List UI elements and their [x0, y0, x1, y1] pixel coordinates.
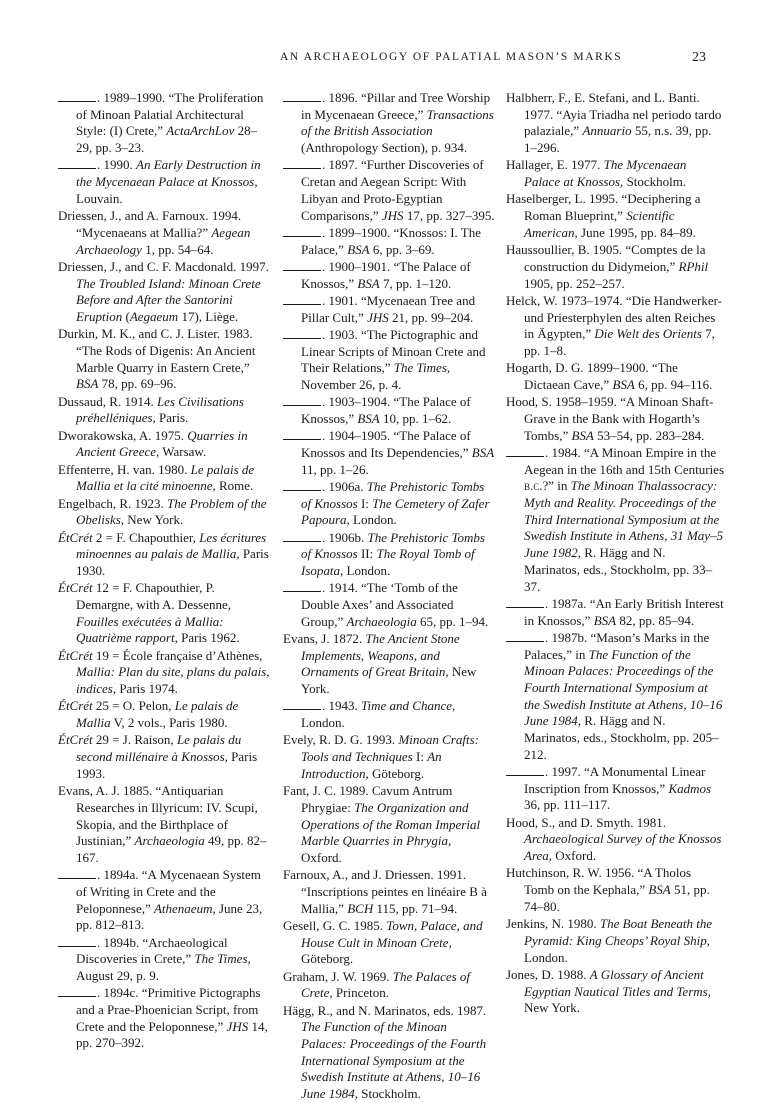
entry-text: . 1903. “The Pictographic and Linear Scripts of Minoan Crete and Their Relations,” [301, 326, 486, 376]
entry-text: b.c. [524, 478, 543, 494]
entry-text: Hallager, E. 1977. [506, 157, 604, 173]
bibliography-entry [283, 428, 495, 478]
entry-text: 28–29, pp. 3–23. [76, 123, 258, 156]
entry-text: 82, pp. 85–94. [616, 612, 695, 628]
bibliography-entry [283, 698, 495, 731]
italic-title: Archaeologia [346, 613, 417, 629]
italic-title: BSA [357, 275, 380, 291]
entry-text: June 1995, pp. 84–89. [577, 224, 696, 240]
bibliography-entry [283, 327, 495, 394]
italic-title: The Minoan Thalassocracy: Myth and Reality. Proceedings of the Third International Symposium at the Swedish Institute in Athens, 31 May–5 June 1982, [524, 478, 724, 561]
entry-text: Oxford. [301, 849, 342, 865]
bibliography-entry [58, 326, 270, 393]
entry-text: II: [357, 546, 377, 562]
bibliography-entry [283, 225, 495, 258]
repeated-author-dash [283, 231, 321, 237]
entry-text: . 1906a. [322, 478, 367, 494]
italic-title: Die Welt des Orients [594, 326, 702, 342]
entry-text: . 1906b. [322, 529, 368, 545]
entry-text: 21, pp. 99–204. [388, 309, 474, 325]
bibliography-entry [283, 631, 495, 698]
entry-text: 17), Liège. [178, 308, 239, 324]
bibliography-entry [283, 580, 495, 630]
entry-text: 115, pp. 71–94. [373, 900, 458, 916]
repeated-author-dash [283, 333, 321, 339]
bibliography-entry [58, 90, 270, 157]
entry-text: Driessen, J., and A. Farnoux. 1994. “Mycenaeans at Mallia?” [58, 208, 242, 240]
bibliography-entry [58, 208, 270, 258]
entry-text: Paris 1993. [76, 749, 258, 781]
repeated-author-dash [58, 163, 96, 169]
italic-title: The Boat Beneath the Pyramid: King Cheops’ Royal Ship, [524, 916, 713, 948]
bibliography-entry [506, 596, 724, 629]
entry-text: Paris 1962. [177, 630, 240, 646]
entry-text: . 1894b. “Archaeological Discoveries in Crete,” [76, 934, 228, 967]
italic-title: JHS [381, 207, 404, 223]
italic-title: ÉtCrét [58, 580, 93, 596]
bibliography-entry [58, 783, 270, 867]
italic-title: ÉtCrét [58, 698, 93, 714]
italic-title: Annuario [582, 123, 632, 139]
entry-text: 36, pp. 111–117. [524, 797, 611, 813]
entry-text: Jones, D. 1988. [506, 966, 590, 982]
italic-title: The Prehistoric Tombs of Knossos [301, 478, 485, 511]
repeated-author-dash [283, 434, 321, 440]
italic-title: ActaArchLov [166, 123, 235, 139]
entry-text: Jenkins, N. 1980. [506, 916, 600, 932]
italic-title: Time and Chance, [361, 698, 456, 714]
entry-text: 11, pp. 1–26. [301, 461, 369, 477]
italic-title: The Prehistoric Tombs of Knossos [301, 529, 485, 562]
repeated-author-dash [506, 770, 544, 776]
entry-text: 1, pp. 54–64. [141, 241, 214, 257]
entry-text: R. Hägg and N. Marinatos, eds., Stockholm, pp. 33–37. [524, 545, 713, 594]
italic-title: BCH [347, 900, 374, 916]
bibliography-entry [58, 259, 270, 326]
repeated-author-dash [58, 941, 96, 947]
bibliography-entry [506, 242, 724, 292]
entry-text: 6, pp. 3–69. [369, 241, 435, 257]
repeated-author-dash [283, 96, 321, 102]
italic-title: BSA [593, 612, 617, 628]
entry-text: 29 = J. Raison, [92, 732, 177, 748]
entry-text: . 1987b. “Mason’s Marks in the Palaces,” in [524, 629, 710, 662]
bibliography-entry [506, 394, 724, 444]
bibliography-entry [58, 428, 270, 461]
italic-title: Archaeological Survey of the Knossos Area, [524, 831, 722, 864]
entry-text: 25 = O. Pelon, [92, 698, 175, 714]
bibliography-entry [283, 530, 495, 580]
entry-text: . 1914. “The ‘Tomb of the Double Axes’ and Associated Group,” [301, 580, 458, 629]
bibliography-entry [506, 445, 724, 595]
entry-text: Driessen, J., and C. F. Macdonald. 1997. [58, 258, 269, 274]
bibliography-entry [58, 732, 270, 782]
entry-text: London. [349, 512, 397, 528]
entry-text: Hogarth, D. G. 1899–1900. “The Dictaean Cave,” [506, 360, 678, 392]
italic-title: JHS [226, 1018, 249, 1034]
bibliography-entry [58, 867, 270, 934]
italic-title: The Times, [194, 951, 251, 967]
bibliography-entry [283, 783, 495, 867]
bibliography-entry [506, 916, 724, 966]
italic-title: RPhil [678, 258, 709, 274]
entry-text: Göteborg. [368, 765, 425, 781]
bibliography-entry [506, 293, 724, 360]
bibliography-entry [283, 394, 495, 427]
italic-title: The Mycenaean Palace at Knossos, [524, 157, 687, 190]
italic-title: The Royal Tomb of Isopata, [301, 546, 475, 579]
entry-text: Effenterre, H. van. 1980. [58, 461, 191, 477]
entry-text: Graham, J. W. 1969. [283, 968, 393, 984]
entry-text: London. [343, 563, 391, 579]
italic-title: The Function of the Minoan Palaces: Proceedings of the Fourth International Symposium at the Swedish Institute at Athens, 10–16 June 1984, [301, 1019, 487, 1102]
bibliography-entry [506, 967, 724, 1017]
repeated-author-dash [283, 163, 321, 169]
entry-text: V, 2 vols., Paris 1980. [110, 715, 228, 731]
entry-text: Evans, J. 1872. [283, 631, 366, 647]
entry-text: ?” in [542, 478, 571, 494]
entry-text: 55, n.s. 39, pp. 1–296. [524, 123, 712, 156]
entry-text: Göteborg. [301, 951, 354, 967]
repeated-author-dash [58, 96, 96, 102]
bibliography-entry [506, 360, 724, 393]
italic-title: Kadmos [668, 780, 712, 796]
italic-title: Archaeologia [134, 833, 205, 849]
running-title: AN ARCHAEOLOGY OF PALATIAL MASON’S MARKS [280, 51, 623, 63]
entry-text: New York. [124, 512, 184, 528]
entry-text: New York. [524, 1000, 580, 1016]
italic-title: Le palais de Mallia et la cité minoenne, [76, 461, 255, 494]
italic-title: JHS [367, 309, 389, 325]
entry-text: Helck, W. 1973–1974. “Die Handwerker- und Priesterphylen des alten Reiches in Ägypten,” [506, 292, 722, 342]
italic-title: ÉtCrét [58, 647, 93, 663]
bibliography-entry [58, 985, 270, 1052]
entry-text: Oxford. [552, 848, 597, 864]
italic-title: Mallia: Plan du site, plans du palais, indices, [76, 664, 270, 697]
repeated-author-dash [283, 485, 321, 491]
bibliography-entry [58, 462, 270, 495]
entry-text: June 23, pp. 812–813. [76, 900, 263, 933]
bibliography-entry [283, 479, 495, 529]
entry-text: . 1904–1905. “The Palace of Knossos and Its Dependencies,” [301, 428, 472, 460]
entry-text: Stockholm. [358, 1086, 421, 1102]
entry-text: I: [412, 749, 428, 765]
repeated-author-dash [283, 400, 321, 406]
entry-text: . 1989–1990. “The Proliferation of Minoan Palatial Architectural Style: (I) Crete,” [76, 90, 264, 139]
entry-text: (Anthropology Section), p. 934. [301, 140, 468, 156]
bibliography-entry [506, 865, 724, 915]
entry-text: Dworakowska, A. 1975. [58, 427, 188, 443]
entry-text: Warsaw. [159, 444, 207, 460]
entry-text: London. [301, 715, 345, 731]
italic-title: Le palais du second millénaire à Knossos, [76, 732, 242, 765]
entry-text: 17, pp. 327–395. [403, 207, 495, 223]
entry-text: 65, pp. 1–94. [416, 613, 489, 629]
entry-text: 2 = F. Chapouthier, [92, 529, 200, 545]
italic-title: Athenaeum, [153, 900, 216, 916]
repeated-author-dash [283, 299, 321, 305]
entry-text: Fant, J. C. 1989. Cavum Antrum Phrygiae: [283, 783, 453, 815]
entry-text: Haselberger, L. 1995. “Deciphering a Roman Blueprint,” [506, 191, 701, 224]
italic-title: BSA [571, 427, 594, 443]
repeated-author-dash [506, 451, 544, 457]
entry-text: Gesell, G. C. 1985. [283, 917, 387, 933]
bibliography-entry [58, 530, 270, 580]
entry-text: 78, pp. 69–96. [98, 376, 177, 392]
italic-title: The Problem of the Obelisks, [76, 495, 267, 528]
repeated-author-dash [283, 586, 321, 592]
italic-title: Transactions of the British Association [301, 106, 494, 139]
italic-title: The Function of the Minoan Palaces: Proceedings of the Fourth International Symposium at the Swedish Institute at Athens, 10–16 June 1984, [524, 646, 723, 729]
repeated-author-dash [283, 536, 321, 542]
italic-title: The Palaces of Crete, [301, 968, 471, 1001]
bibliography-column-2 [283, 90, 495, 1103]
bibliography-column-3 [506, 90, 724, 1018]
bibliography-entry [283, 90, 495, 157]
bibliography-entry [58, 496, 270, 529]
entry-text: . 1900–1901. “The Palace of Knossos,” [301, 258, 471, 291]
entry-text: . 1984. “A Minoan Empire in the Aegean in the 16th and 15th Centuries [524, 444, 725, 477]
entry-text: Paris. [155, 410, 189, 426]
italic-title: The Troubled Island: Minoan Crete Before and After the Santorini Eruption [76, 275, 261, 324]
italic-title: ÉtCrét [58, 529, 93, 545]
italic-title: The Ancient Stone Implements, Weapons, and Ornaments of Great Britain, [301, 631, 460, 680]
italic-title: A Glossary of Ancient Egyptian Nautical Titles and Terms, [524, 966, 711, 999]
bibliography-entry [506, 764, 724, 814]
entry-text: Halbherr, F., E. Stefani, and L. Banti. 1977. “Ayia Triadha nel periodo tardo palaziale,” [506, 90, 722, 139]
bibliography-entry [283, 732, 495, 782]
italic-title: Le palais de Mallia [76, 698, 239, 731]
entry-text: Louvain. [76, 190, 123, 206]
italic-title: Minoan Crafts: Tools and Techniques [301, 732, 479, 765]
entry-text: . 1987a. “An Early British Interest in Knossos,” [524, 595, 724, 628]
entry-text: 53–54, pp. 283–284. [593, 427, 705, 443]
repeated-author-dash [506, 636, 544, 642]
entry-text: Princeton. [332, 985, 389, 1001]
italic-title: Fouilles exécutées à Mallia: Quatrième rapport, [76, 613, 224, 646]
bibliography-entry [283, 293, 495, 326]
italic-title: BSA [648, 882, 671, 898]
bibliography-entry [283, 1003, 495, 1103]
entry-text: Stockholm. [623, 174, 687, 190]
italic-title: BSA [347, 241, 370, 257]
italic-title: Aegaeum [129, 308, 179, 324]
repeated-author-dash [58, 991, 96, 997]
bibliography-entry [283, 867, 495, 917]
entry-text: Durkin, M. K., and C. J. Lister. 1983. “The Rods of Digenis: An Ancient Marble Quarry in Eastern Crete,” [58, 326, 256, 375]
italic-title: ÉtCrét [58, 732, 93, 748]
entry-text: Farnoux, A., and J. Driessen. 1991. “Inscriptions peintes en linéaire B à Mallia,” [283, 867, 487, 916]
page-number: 23 [692, 50, 706, 65]
italic-title: Town, Palace, and House Cult in Minoan Crete, [301, 917, 483, 950]
italic-title: BSA [612, 376, 635, 392]
entry-text: . 1894c. “Primitive Pictographs and a Prae-Phoenician Script, from Crete and the Peloponnese,” [76, 985, 261, 1034]
bibliography-column-1 [58, 90, 270, 1053]
entry-text: Evans, A. J. 1885. “Antiquarian Researches in Illyricum: IV. Scupi, Skopia, and the Birthplace of Justinian,” [58, 783, 258, 849]
entry-text: Haussoullier, B. 1905. “Comptes de la construction du Didymeion,” [506, 242, 706, 274]
entry-text: August 29, p. 9. [76, 968, 160, 984]
entry-text: . 1897. “Further Discoveries of Cretan and Aegean Script: With Libyan and Proto-Egyptian Comparisons,” [301, 157, 484, 223]
entry-text: New York. [301, 664, 477, 697]
entry-text: 14, pp. 270–392. [76, 1018, 268, 1051]
entry-text: 1905, pp. 252–257. [524, 275, 625, 291]
entry-text: . 1990. [97, 157, 136, 173]
entry-text: Hood, S., and D. Smyth. 1981. [506, 814, 666, 830]
entry-text: Evely, R. D. G. 1993. [283, 732, 399, 748]
entry-text: R. Hägg and N. Marinatos, eds., Stockholm, pp. 205–212. [524, 713, 719, 762]
italic-title: The Times, [393, 360, 451, 376]
bibliography-entry [283, 969, 495, 1002]
italic-title: An Early Destruction in the Mycenaean Palace at Knossos, [76, 157, 261, 190]
entry-text: 6, pp. 94–116. [634, 376, 713, 392]
italic-title: An Introduction, [301, 749, 442, 781]
repeated-author-dash [506, 602, 544, 608]
bibliography-entry [58, 580, 270, 647]
bibliography-entry [58, 394, 270, 427]
entry-text: . 1896. “Pillar and Tree Worship in Mycenaean Greece,” [301, 90, 491, 122]
italic-title: Scientific American, [524, 208, 675, 240]
bibliography-entry [58, 935, 270, 985]
entry-text: 7, pp. 1–120. [379, 275, 452, 291]
repeated-author-dash [58, 873, 96, 879]
entry-text: London. [524, 949, 568, 965]
italic-title: Les écritures minoennes au palais de Mallia, [76, 529, 267, 562]
entry-text: 19 = École française d’Athènes, [92, 647, 263, 663]
running-header [280, 51, 706, 71]
italic-title: Les Civilisations préhelléniques, [76, 393, 244, 426]
bibliography-entry [283, 259, 495, 292]
bibliography-entry [283, 918, 495, 968]
entry-text: 10, pp. 1–62. [379, 410, 452, 426]
repeated-author-dash [283, 265, 321, 271]
entry-text: ( [122, 308, 130, 324]
entry-text: 49, pp. 82–167. [76, 833, 267, 865]
bibliography-entry [506, 630, 724, 764]
bibliography-entry [506, 157, 724, 190]
entry-text: 12 = F. Chapouthier, P. Demargne, with A. Dessenne, [76, 580, 232, 613]
bibliography-entry [506, 815, 724, 865]
entry-text: . 1997. “A Monumental Linear Inscription from Knossos,” [524, 764, 706, 796]
bibliography-entry [58, 157, 270, 207]
entry-text: November 26, p. 4. [301, 376, 402, 392]
bibliography-entry [506, 90, 724, 157]
entry-text: . 1943. [322, 698, 361, 714]
bibliography-entry [283, 157, 495, 224]
entry-text: Hägg, R., and N. Marinatos, eds. 1987. [283, 1002, 487, 1018]
entry-text: . 1901. “Mycenaean Tree and Pillar Cult,” [301, 292, 476, 325]
entry-text: I: [357, 495, 373, 511]
italic-title: BSA [471, 444, 495, 460]
italic-title: BSA [76, 376, 99, 392]
italic-title: Aegean Archaeology [76, 224, 251, 257]
entry-text: . 1899–1900. “Knossos: I. The Palace,” [301, 224, 482, 257]
entry-text: Hood, S. 1958–1959. “A Minoan Shaft-Grave in the Bank with Hogarth’s Tombs,” [506, 394, 714, 443]
entry-text: . 1903–1904. “The Palace of Knossos,” [301, 394, 471, 426]
entry-text: Engelbach, R. 1923. [58, 495, 168, 511]
bibliography-entry [58, 648, 270, 698]
entry-text: Rome. [215, 478, 254, 494]
entry-text: Paris 1930. [76, 546, 269, 579]
italic-title: The Cemetery of Zafer Papoura, [301, 495, 490, 528]
bibliography-entry [58, 698, 270, 731]
entry-text: Hutchinson, R. W. 1956. “A Tholos Tomb on the Kephala,” [506, 865, 692, 898]
entry-text: 7, pp. 1–8. [524, 326, 715, 358]
repeated-author-dash [283, 704, 321, 710]
italic-title: BSA [357, 410, 380, 426]
bibliography-entry [506, 191, 724, 241]
italic-title: Quarries in Ancient Greece, [76, 427, 248, 460]
entry-text: . 1894a. “A Mycenaean System of Writing in Crete and the Peloponnese,” [76, 867, 261, 916]
entry-text: 51, pp. 74–80. [524, 882, 710, 914]
italic-title: The Organization and Operations of the Roman Imperial Marble Quarries in Phrygia, [301, 799, 481, 849]
entry-text: Paris 1974. [116, 681, 178, 697]
entry-text: Dussaud, R. 1914. [58, 393, 157, 409]
